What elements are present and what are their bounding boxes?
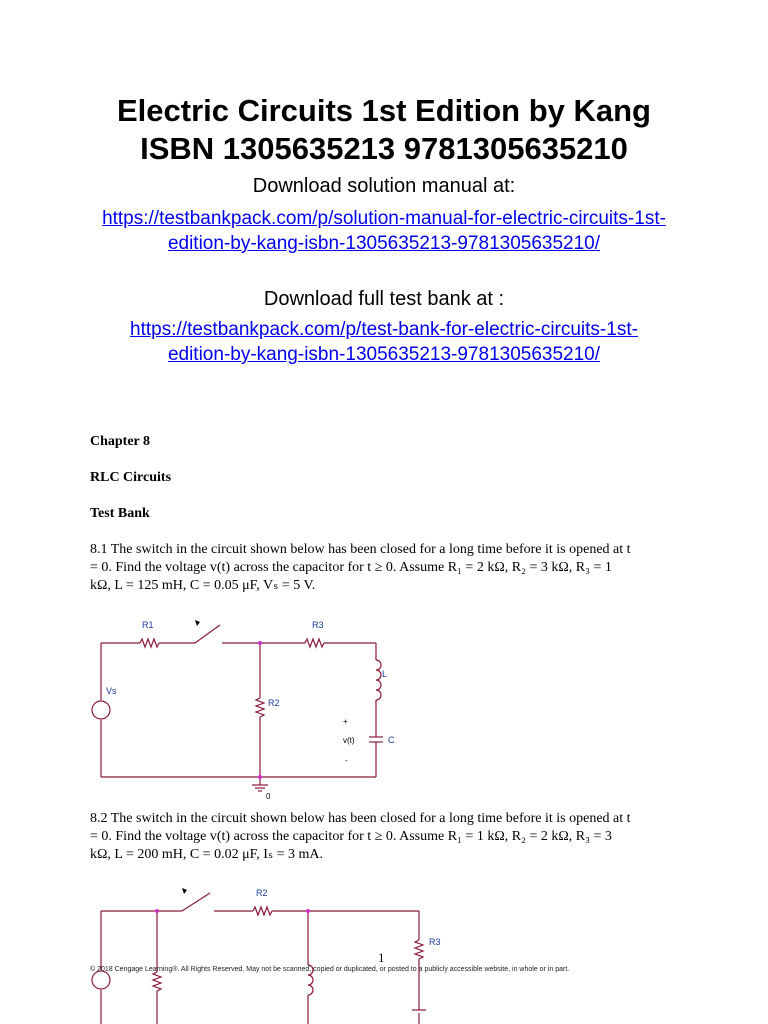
label-vt: v(t) [343,736,355,745]
problem-8-2-line-2: = 0. Find the voltage v(t) across the capacitor for t ≥ 0. Assume R₁ = 1 kΩ, R₂ = 2 kΩ, R₃ = 3 [90,829,612,844]
label-plus: + [343,717,348,726]
title-line-2: ISBN 1305635213 9781305635210 [140,131,628,166]
solution-manual-label: Download solution manual at: [252,175,516,197]
label-ground: 0 [266,792,271,801]
problem-8-2-line-3: kΩ, L = 200 mH, C = 0.02 μF, Iₛ = 3 mA. [90,847,324,862]
problem-8-1-line-3: kΩ, L = 125 mH, C = 0.05 μF, Vₛ = 5 V. [90,578,316,593]
test-bank-label: Download full test bank at : [263,288,505,310]
page-number: 1 [378,950,385,965]
copyright-notice: © 2018 Cengage Learning®. All Rights Reserved. May not be scanned, copied or duplicated, or posted to a publicly accessible website, in whole or in part. [90,966,570,973]
label-r3: R3 [312,620,324,630]
topic-heading: RLC Circuits [90,470,172,485]
solution-link-line-2[interactable]: edition-by-kang-isbn-1305635213-9781305635210/ [167,233,601,254]
label-r1: R1 [142,620,154,630]
label-c: C [388,735,395,745]
solution-link-line-1[interactable]: https://testbankpack.com/p/solution-manual-for-electric-circuits-1st- [102,208,666,229]
label-r2: R2 [268,698,280,708]
test-bank-heading: Test Bank [90,506,150,521]
label-r2-b: R2 [256,888,268,898]
problem-8-1-line-1: 8.1 The switch in the circuit shown below has been closed for a long time before it is opened at t [90,542,631,557]
label-minus: - [345,756,348,765]
chapter-heading: Chapter 8 [90,434,151,449]
testbank-link-line-1[interactable]: https://testbankpack.com/p/test-bank-for-electric-circuits-1st- [130,319,638,340]
label-r3-b: R3 [429,937,441,947]
testbank-link-line-2[interactable]: edition-by-kang-isbn-1305635213-9781305635210/ [167,344,601,365]
problem-8-2-line-1: 8.2 The switch in the circuit shown below has been closed for a long time before it is opened at t [90,811,631,826]
problem-8-1-line-2: = 0. Find the voltage v(t) across the capacitor for t ≥ 0. Assume R₁ = 2 kΩ, R₂ = 3 kΩ, R₃ = 1 [90,560,612,575]
title-line-1: Electric Circuits 1st Edition by Kang [116,93,651,128]
label-l: L [382,669,388,679]
label-vs: Vs [106,686,117,696]
